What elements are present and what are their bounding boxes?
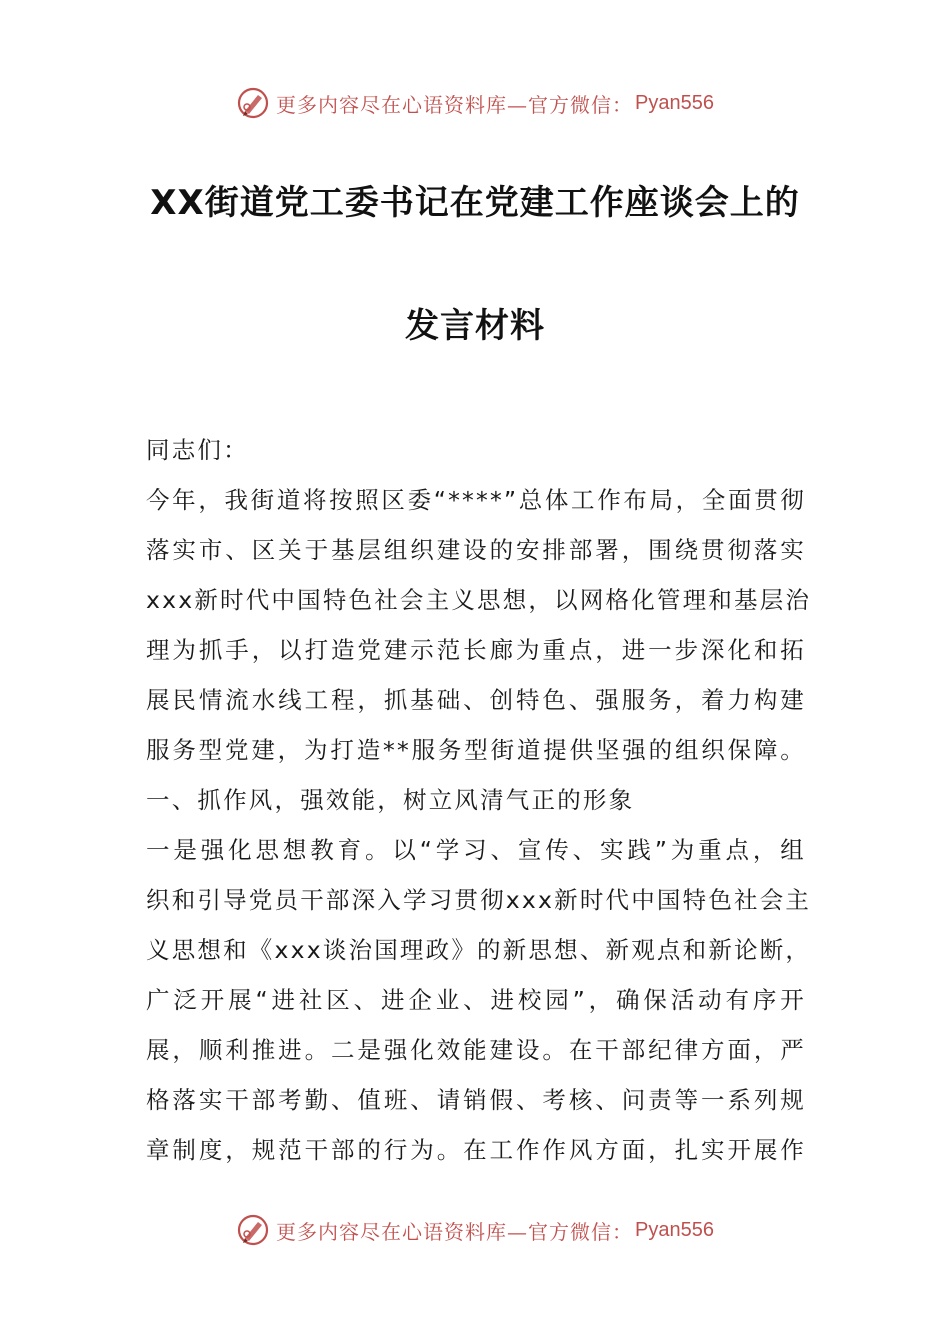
body-line: 一是强化思想教育。以“学习、宣传、实践”为重点，组 [146,836,806,864]
body-line: 展，顺利推进。二是强化效能建设。在干部纪律方面，严 [146,1036,806,1064]
body-line: 织和引导党员干部深入学习贯彻xxx新时代中国特色社会主 [146,886,812,914]
body-line: 广泛开展“进社区、进企业、进校园”，确保活动有序开 [146,986,806,1014]
body-line: 义思想和《xxx谈治国理政》的新思想、新观点和新论断， [146,936,812,964]
watermark-footer [0,1210,950,1250]
body-line: xxx新时代中国特色社会主义思想，以网格化管理和基层治 [146,586,812,614]
watermark-header [0,83,950,123]
section-heading: 一、抓作风，强效能，树立风清气正的形象 [146,786,635,814]
body-line: 展民情流水线工程，抓基础、创特色、强服务，着力构建 [146,686,806,714]
document-title-line-2: 发言材料 [405,306,545,346]
body-line: 服务型党建，为打造**服务型街道提供坚强的组织保障。 [146,736,806,764]
pen-logo-icon [236,1213,270,1247]
body-line: 今年，我街道将按照区委“****”总体工作布局，全面贯彻 [146,486,806,514]
body-line: 同志们： [146,436,249,464]
body-line: 理为抓手，以打造党建示范长廊为重点，进一步深化和拓 [146,636,806,664]
watermark-wechat-id: Pyan556 [635,91,714,114]
document-body [146,425,812,1175]
watermark-text: 更多内容尽在心语资料库—官方微信： [276,1219,634,1244]
body-line: 格落实干部考勤、值班、请销假、考核、问责等一系列规 [146,1086,806,1114]
body-line: 落实市、区关于基层组织建设的安排部署，围绕贯彻落实 [146,536,806,564]
watermark-text: 更多内容尽在心语资料库—官方微信： [276,92,634,117]
pen-logo-icon [236,86,270,120]
document-title-line-1: XX街道党工委书记在党建工作座谈会上的 [150,183,800,223]
body-line: 章制度，规范干部的行为。在工作作风方面，扎实开展作 [146,1136,806,1164]
watermark-wechat-id: Pyan556 [635,1218,714,1241]
